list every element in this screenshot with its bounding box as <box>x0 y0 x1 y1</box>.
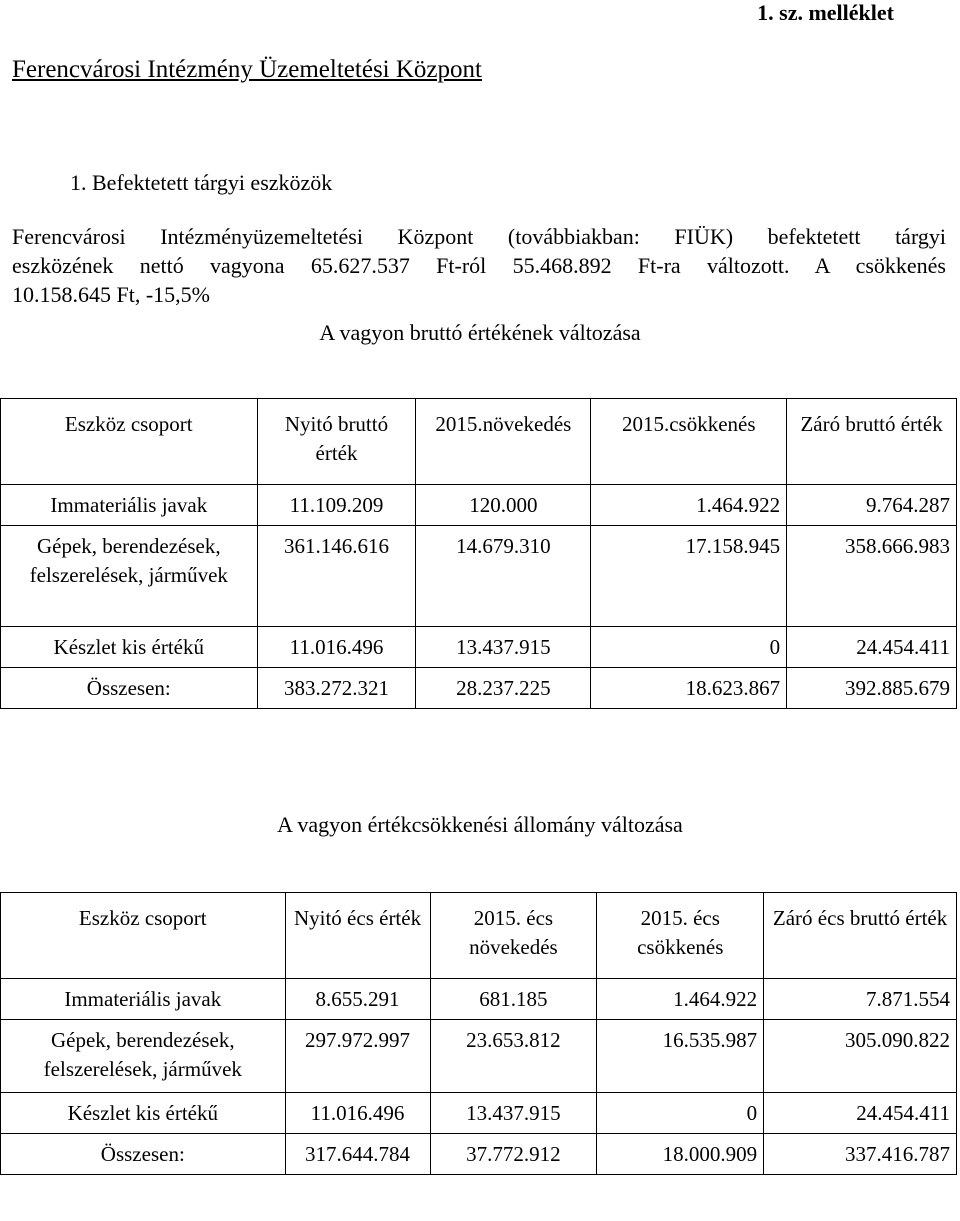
value-cell: 297.972.997 <box>285 1020 430 1093</box>
gross-value-table <box>0 398 957 709</box>
intro-line-1: Ferencvárosi Intézményüzemeltetési Központ (továbbiakban: FIÜK) befektetett tárgyi <box>12 224 946 249</box>
value-cell: 24.454.411 <box>787 627 957 668</box>
category-cell: Immateriális javak <box>1 979 286 1020</box>
table-row <box>1 627 957 668</box>
header-cell: Záró bruttó érték <box>787 399 957 485</box>
value-cell: 0 <box>597 1093 764 1134</box>
value-cell: 1.464.922 <box>591 485 787 526</box>
value-cell: 317.644.784 <box>285 1134 430 1175</box>
header-cell: Eszköz csoport <box>1 893 286 979</box>
table-header-row <box>1 399 957 485</box>
value-cell: 11.109.209 <box>257 485 416 526</box>
value-cell: 8.655.291 <box>285 979 430 1020</box>
value-cell: 7.871.554 <box>764 979 957 1020</box>
table-row <box>1 1093 957 1134</box>
header-cell: Nyitó écs érték <box>285 893 430 979</box>
value-cell: 11.016.496 <box>285 1093 430 1134</box>
intro-paragraph <box>12 222 946 309</box>
value-cell: 11.016.496 <box>257 627 416 668</box>
value-cell: 18.000.909 <box>597 1134 764 1175</box>
value-cell: 9.764.287 <box>787 485 957 526</box>
annex-label: 1. sz. melléklet <box>757 0 894 25</box>
table-row <box>1 1020 957 1093</box>
value-cell: 337.416.787 <box>764 1134 957 1175</box>
category-cell: Összesen: <box>1 668 258 709</box>
value-cell: 383.272.321 <box>257 668 416 709</box>
header-cell: 2015.növekedés <box>416 399 591 485</box>
value-cell: 17.158.945 <box>591 526 787 627</box>
table-row <box>1 485 957 526</box>
header-cell: 2015. écs csökkenés <box>597 893 764 979</box>
header-cell: Nyitó bruttó érték <box>257 399 416 485</box>
value-cell: 16.535.987 <box>597 1020 764 1093</box>
category-cell: Készlet kis értékű <box>1 1093 286 1134</box>
value-cell: 13.437.915 <box>430 1093 597 1134</box>
table1-title: A vagyon bruttó értékének változása <box>319 320 641 345</box>
value-cell: 120.000 <box>416 485 591 526</box>
table2-title: A vagyon értékcsökkenési állomány változása <box>277 812 683 837</box>
value-cell: 24.454.411 <box>764 1093 957 1134</box>
value-cell: 13.437.915 <box>416 627 591 668</box>
intro-line-2: eszközének nettó vagyona 65.627.537 Ft-ról 55.468.892 Ft-ra változott. A csökkenés <box>12 253 946 278</box>
category-cell: Gépek, berendezések, felszerelések, járművek <box>1 1020 286 1093</box>
header-cell: Záró écs bruttó érték <box>764 893 957 979</box>
header-cell: 2015. écs növekedés <box>430 893 597 979</box>
value-cell: 681.185 <box>430 979 597 1020</box>
header-cell: 2015.csökkenés <box>591 399 787 485</box>
section-title: 1. Befektetett tárgyi eszközök <box>70 170 333 195</box>
category-cell: Összesen: <box>1 1134 286 1175</box>
value-cell: 392.885.679 <box>787 668 957 709</box>
organization-title: Ferencvárosi Intézmény Üzemeltetési Központ <box>12 56 482 83</box>
value-cell: 361.146.616 <box>257 526 416 627</box>
value-cell: 18.623.867 <box>591 668 787 709</box>
total-row <box>1 1134 957 1175</box>
value-cell: 358.666.983 <box>787 526 957 627</box>
value-cell: 305.090.822 <box>764 1020 957 1093</box>
table-header-row <box>1 893 957 979</box>
intro-line-3: 10.158.645 Ft, -15,5% <box>12 282 210 307</box>
value-cell: 37.772.912 <box>430 1134 597 1175</box>
header-cell: Eszköz csoport <box>1 399 258 485</box>
value-cell: 0 <box>591 627 787 668</box>
value-cell: 14.679.310 <box>416 526 591 627</box>
category-cell: Immateriális javak <box>1 485 258 526</box>
value-cell: 28.237.225 <box>416 668 591 709</box>
value-cell: 1.464.922 <box>597 979 764 1020</box>
category-cell: Gépek, berendezések, felszerelések, járművek <box>1 526 258 627</box>
table-row <box>1 526 957 627</box>
depreciation-table <box>0 892 957 1175</box>
value-cell: 23.653.812 <box>430 1020 597 1093</box>
table-row <box>1 979 957 1020</box>
total-row <box>1 668 957 709</box>
category-cell: Készlet kis értékű <box>1 627 258 668</box>
